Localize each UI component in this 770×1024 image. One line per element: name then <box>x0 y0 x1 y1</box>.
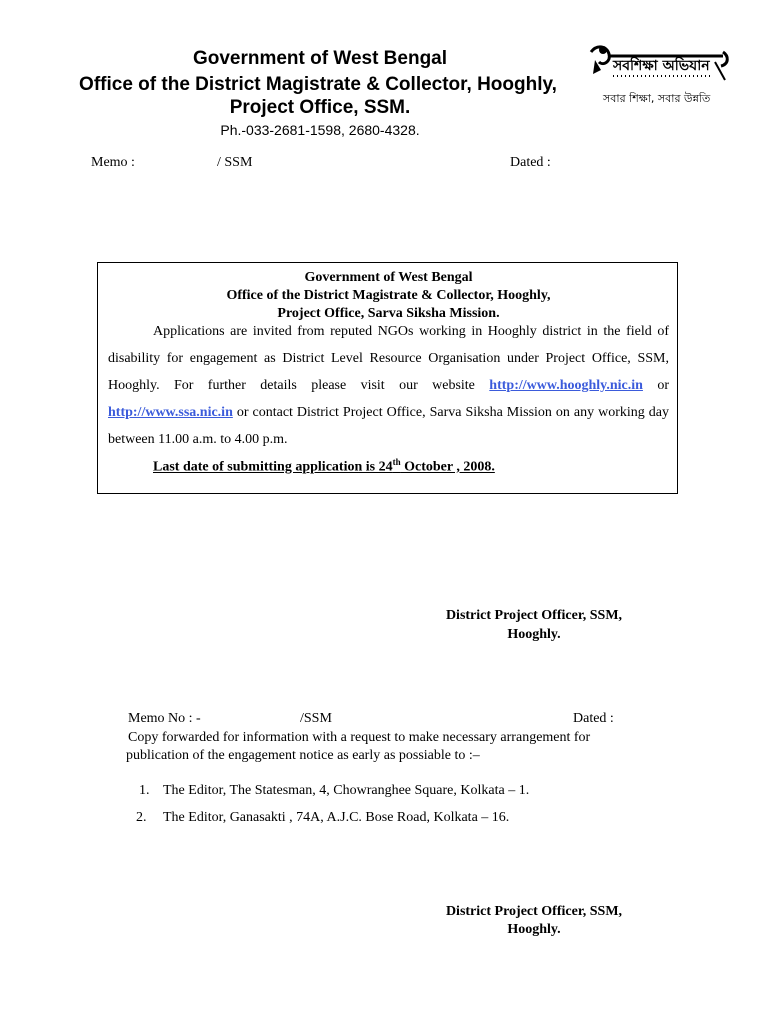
last-date-sup: th <box>392 457 401 467</box>
memo-no-ssm: /SSM <box>300 711 332 726</box>
signature-2-title: District Project Officer, SSM, <box>445 904 623 919</box>
recipient-1-number: 1. <box>139 783 150 798</box>
header-line-2: Office of the District Magistrate & Collector, Hooghly, <box>79 74 557 95</box>
recipient-1-text: The Editor, The Statesman, 4, Chowranghee Square, Kolkata – 1. <box>163 783 530 798</box>
dated-label: Dated : <box>510 155 551 170</box>
signature-2-place: Hooghly. <box>507 922 561 937</box>
recipient-2-number: 2. <box>136 810 147 825</box>
memo-no-dated: Dated : <box>573 711 614 726</box>
notice-title-3: Project Office, Sarva Siksha Mission. <box>277 306 500 321</box>
notice-title-2: Office of the District Magistrate & Collector, Hooghly, <box>226 288 551 303</box>
last-date-suffix: October , 2008. <box>400 459 495 475</box>
logo-tagline: সবার শিক্ষা, সবার উন্নতি <box>603 92 711 105</box>
link-ssa[interactable]: http://www.ssa.nic.in <box>108 405 233 420</box>
notice-box <box>97 262 678 494</box>
signature-1-title: District Project Officer, SSM, <box>445 608 623 623</box>
memo-no-label: Memo No : - <box>128 711 201 726</box>
sarva-shiksha-logo <box>583 40 733 115</box>
notice-or: or <box>642 378 670 393</box>
signature-1-place: Hooghly. <box>507 627 561 642</box>
header-line-3: Project Office, SSM. <box>229 97 411 118</box>
phone-numbers: Ph.-033-2681-1598, 2680-4328. <box>220 122 420 138</box>
last-date-prefix: Last date of submitting application is 24 <box>153 459 393 475</box>
logo-title: সবশিক্ষা অভিযান <box>613 58 710 74</box>
memo-label: Memo : <box>91 155 135 170</box>
copy-forwarded-line-1: Copy forwarded for information with a request to make necessary arrangement for <box>128 730 591 745</box>
notice-body <box>108 318 669 453</box>
header-line-1: Government of West Bengal <box>192 48 448 69</box>
notice-body-start: Applications are invited from reputed NGOs working in Hooghly district in the field of disability for engagement as District Level Resource Organisation under Project Office, SSM, Hooghly. For further details please visit our website <box>108 324 669 393</box>
last-date-notice <box>153 457 495 476</box>
notice-title-1: Government of West Bengal <box>304 270 473 285</box>
copy-forwarded-line-2: publication of the engagement notice as early as possiable to :– <box>126 748 480 763</box>
memo-ssm: / SSM <box>217 155 253 170</box>
notice-body-end: or contact District Project Office, Sarva Siksha Mission on any working day between 11.00 a.m. to 4.00 p.m. <box>108 405 669 447</box>
recipient-2-text: The Editor, Ganasakti , 74A, A.J.C. Bose Road, Kolkata – 16. <box>163 810 510 825</box>
link-hooghly[interactable]: http://www.hooghly.nic.in <box>489 378 643 393</box>
